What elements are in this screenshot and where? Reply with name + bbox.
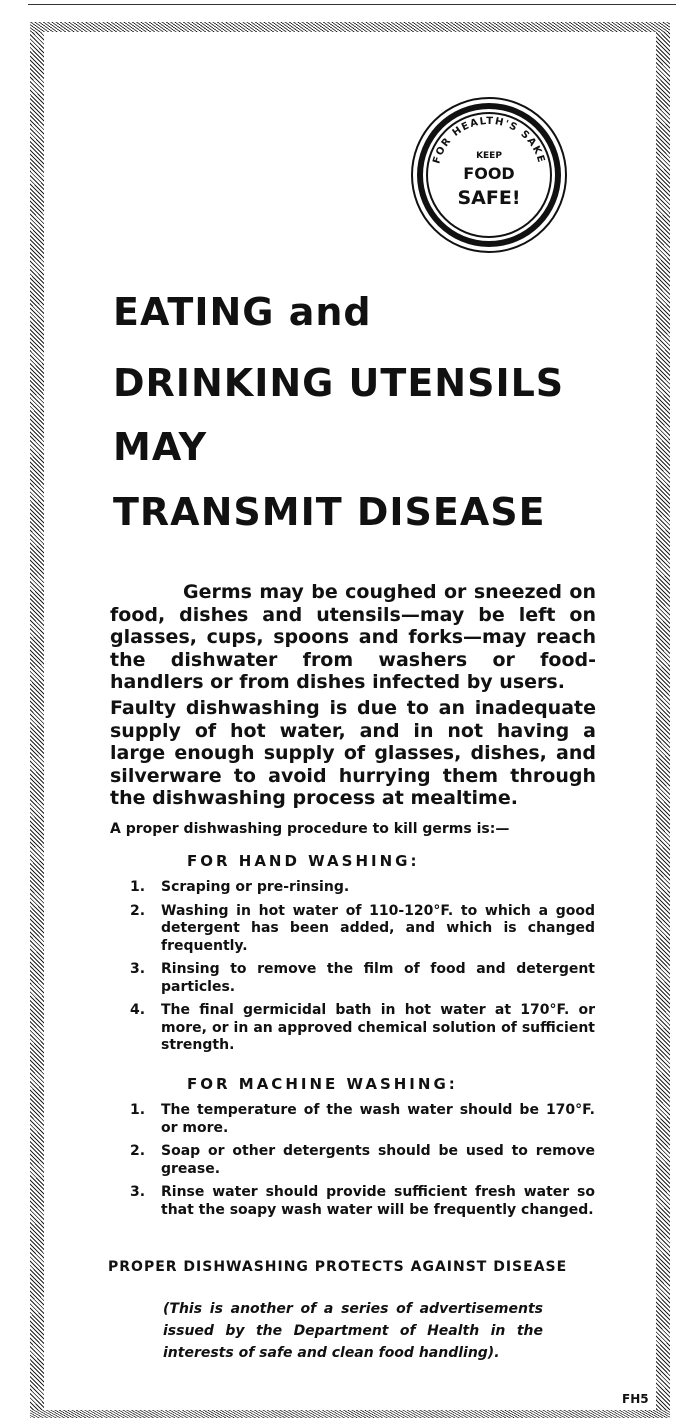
seal-food-text: FOOD bbox=[463, 164, 515, 183]
seal-keep-text: KEEP bbox=[476, 151, 502, 161]
headline-line-4: TRANSMIT DISEASE bbox=[113, 490, 546, 534]
keep-food-safe-seal bbox=[410, 96, 568, 254]
list-item: 2. Washing in hot water of 110-120°F. to which a good detergent has been added, and which is changed frequently. bbox=[130, 902, 595, 954]
machine-washing-steps bbox=[130, 1102, 595, 1225]
department-note: (This is another of a series of advertisements issued by the Department of Health in the interests of safe and clean food handling). bbox=[163, 1301, 543, 1361]
list-item: 1. Scraping or pre-rinsing. bbox=[130, 879, 350, 895]
top-rule bbox=[28, 4, 676, 5]
seal-ring-text: FOR HEALTH'S SAKE bbox=[431, 115, 547, 166]
headline-line-2: DRINKING UTENSILS bbox=[113, 361, 565, 405]
hand-washing-heading: FOR HAND WASHING: bbox=[187, 852, 420, 870]
ad-code: FH5 bbox=[622, 1392, 649, 1406]
paragraph-faulty-dishwashing: Faulty dishwashing is due to an inadequate supply of hot water, and in not having a large enough supply of glasses, dishes, and silverware to avoid hurrying them through the dishwashing process at mealtime. bbox=[110, 697, 596, 809]
seal-safe-text: SAFE! bbox=[457, 187, 521, 209]
list-item: 3. Rinse water should provide sufficient fresh water so that the soapy wash water will be frequently changed. bbox=[130, 1184, 595, 1218]
procedure-intro: A proper dishwashing procedure to kill germs is:— bbox=[110, 821, 510, 837]
paragraph-germs: Germs may be coughed or sneezed on food, dishes and utensils—may be left on glasses, cups, spoons and forks—may reach the dishwater from washers or food-handlers or from dishes infected by users. bbox=[110, 581, 596, 693]
list-item: 3. Rinsing to remove the film of food and detergent particles. bbox=[130, 961, 595, 995]
machine-washing-heading: FOR MACHINE WASHING: bbox=[187, 1075, 458, 1093]
headline-line-3: MAY bbox=[113, 425, 208, 469]
headline-line-1: EATING and bbox=[113, 290, 372, 334]
hand-washing-steps bbox=[130, 879, 595, 1061]
list-item: 1. The temperature of the wash water should be 170°F. or more. bbox=[130, 1102, 595, 1136]
list-item: 4. The final germicidal bath in hot water at 170°F. or more, or in an approved chemical solution of sufficient strength. bbox=[130, 1002, 595, 1053]
list-item: 2. Soap or other detergents should be used to remove grease. bbox=[130, 1143, 595, 1177]
slogan: PROPER DISHWASHING PROTECTS AGAINST DISEASE bbox=[108, 1259, 568, 1275]
